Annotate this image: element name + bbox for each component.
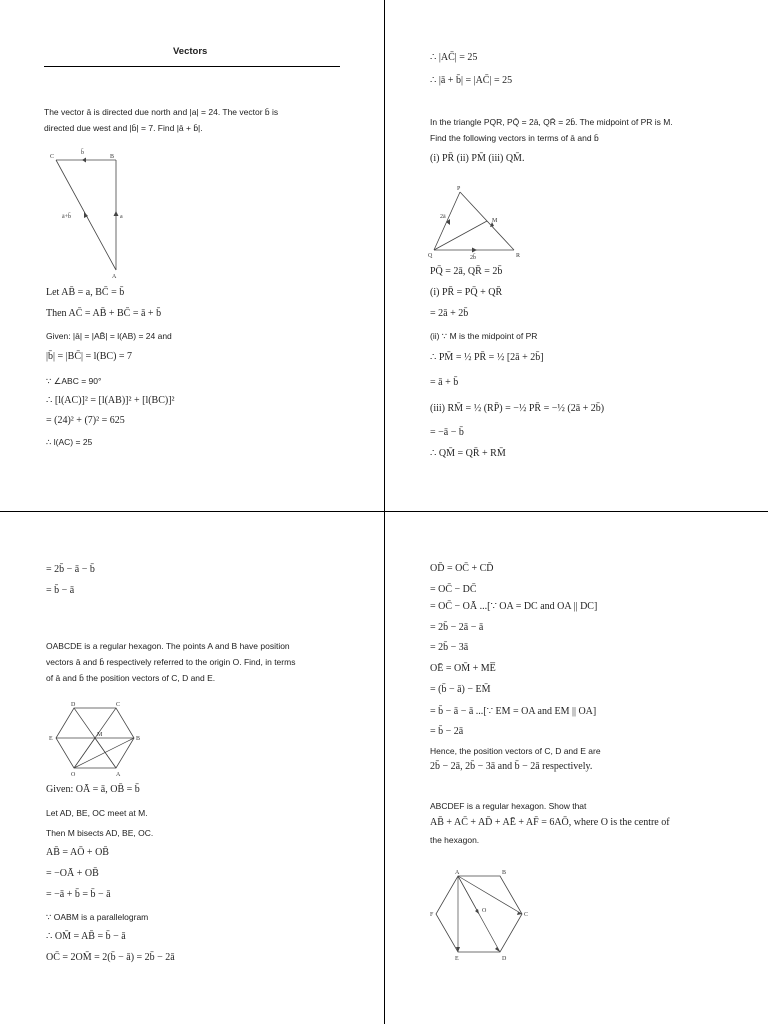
label-F: F [430,912,434,918]
solution-line: = b̄ − ā − ā ...[∵ EM = OA and EM || OA] [430,706,597,717]
label-B: B [136,736,141,742]
solution-line: = −OĀ + OB̄ [46,868,99,879]
solution-line: = 2b̄ − 3ā [430,642,469,653]
label-C: C [116,702,121,708]
solution-line: = OC̄ − DC̄ [430,584,477,595]
label-E: E [49,736,53,742]
label-A: A [455,870,460,876]
problem-line: In the triangle PQR, PQ̄ = 2ā, QR̄ = 2b̄. The midpoint of PR is M. [430,117,673,127]
problem-text [430,114,673,146]
problem-text [46,638,295,686]
label-O: O [482,908,487,914]
problem-line: of ā and b̄ the position vectors of C, D and E. [46,673,216,683]
label-P: P [457,186,461,192]
label-b: b̄ [81,150,84,156]
solution-line: Given: |ā| = |AB̄| = l(AB) = 24 and [46,331,172,341]
triangle-pqr-figure [430,186,530,266]
solution-line: OD̄ = OC̄ + CD̄ [430,563,494,574]
solution-line: 2b̄ − 2ā, 2b̄ − 3ā and b̄ − 2ā respectively. [430,761,593,772]
solution-line: (iii) RM̄ = ½ (RP̄) = −½ PR̄ = −½ (2ā + 2b̄) [430,403,605,414]
label-a-plus-b: ā+b̄ [62,214,72,220]
label-C: C [524,912,529,918]
solution-line: Let AD, BE, OC meet at M. [46,808,148,818]
label-D: D [71,702,76,708]
problem-line: ABCDEF is a regular hexagon. Show that [430,801,587,811]
solution-line: = 2b̄ − 2ā − ā [430,622,484,633]
solution-line: PQ̄ = 2ā, QR̄ = 2b̄ [430,266,503,277]
solution-line: = (24)² + (7)² = 625 [46,415,125,426]
solution-line: Then AC̄ = AB̄ + BC̄ = ā + b̄ [46,308,162,319]
problem-line: directed due west and |b̄| = 7. Find |ā + b̄|. [44,123,203,133]
solution-line: = b̄ − ā [46,585,75,596]
right-triangle-figure [44,148,144,278]
solution-line: (i) PR̄ = PQ̄ + QR̄ [430,287,503,298]
label-A: A [112,274,117,280]
solution-line: ∴ [l(AC)]² = [l(AB)]² + [l(BC)]² [46,395,175,406]
page-top-right [384,0,768,512]
solution-line: ∵ OABM is a parallelogram [46,912,149,922]
label-E: E [455,956,459,962]
label-Q: Q [428,253,433,259]
title-underline [44,66,340,67]
solution-line: = b̄ − 2ā [430,726,464,737]
solution-line: OC̄ = 2OM̄ = 2(b̄ − ā) = 2b̄ − 2ā [46,952,175,963]
label-a: a [120,214,123,220]
solution-line: = 2ā + 2b̄ [430,308,469,319]
solution-line: Hence, the position vectors of C, D and E are [430,746,601,756]
label-2a: 2ā [440,214,446,220]
problem-line: The vector ā is directed due north and |a| = 24. The vector b̄ is [44,107,279,117]
solution-line: Then M bisects AD, BE, OC. [46,828,154,838]
solution-line: = OC̄ − OĀ ...[∵ OA = DC and OA || DC] [430,601,598,612]
label-D: D [502,956,507,962]
solution-line: Let AB̄ = a, BC̄ = b̄ [46,287,125,298]
solution-line: ∴ PM̄ = ½ PR̄ = ½ [2ā + 2b̄] [430,352,544,363]
label-C: C [50,154,55,160]
solution-line: = ā + b̄ [430,377,459,388]
solution-line: ∴ l(AC) = 25 [46,437,93,447]
solution-line: ∴ |ā + b̄| = |AC̄| = 25 [430,75,513,86]
label-A: A [116,772,121,778]
label-B: B [502,870,507,876]
problem-line: vectors ā and b̄ respectively referred to the origin O. Find, in terms [46,657,296,667]
hexagon-abcdef-figure [430,868,540,968]
hexagon-oabcde-figure [46,702,146,782]
page-top-left [0,0,384,512]
problem-line: AB̄ + AC̄ + AD̄ + AĒ + AF̄ = 6AŌ, where O is the centre of [430,817,670,828]
solution-line: ∴ OM̄ = AB̄ = b̄ − ā [46,931,126,942]
solution-line: |b̄| = |BC̄| = l(BC) = 7 [46,351,133,362]
solution-line: ∵ ∠ABC = 90° [46,376,102,386]
label-O: O [71,772,76,778]
solution-line: ∴ |AC̄| = 25 [430,52,478,63]
solution-line: = −ā − b̄ [430,427,464,438]
label-R: R [516,253,521,259]
label-B: B [110,154,115,160]
problem-parts: (i) PR̄ (ii) PM̄ (iii) QM̄. [430,153,525,164]
solution-line: AB̄ = AŌ + OB̄ [46,847,109,858]
label-2b: 2b̄ [470,255,476,261]
solution-line: OĒ = OM̄ + ME̅ [430,663,496,674]
page-bottom-left [0,512,384,1024]
problem-line: OABCDE is a regular hexagon. The points A and B have position [46,641,290,651]
solution-line: = (b̄ − ā) − EM̄ [430,684,491,695]
problem-text [44,104,278,136]
label-M: M [97,732,103,738]
page-bottom-right [384,512,768,1024]
solution-line: = −ā + b̄ = b̄ − ā [46,889,111,900]
page-title: Vectors [173,46,208,57]
label-M: M [492,218,498,224]
solution-line: (ii) ∵ M is the midpoint of PR [430,331,538,341]
solution-line: = 2b̄ − ā − b̄ [46,564,95,575]
problem-line: the hexagon. [430,835,480,845]
problem-line: Find the following vectors in terms of ā and b̄ [430,133,599,143]
solution-line: Given: OĀ = ā, OB̄ = b̄ [46,784,140,795]
solution-line: ∴ QM̄ = QR̄ + RM̄ [430,448,506,459]
